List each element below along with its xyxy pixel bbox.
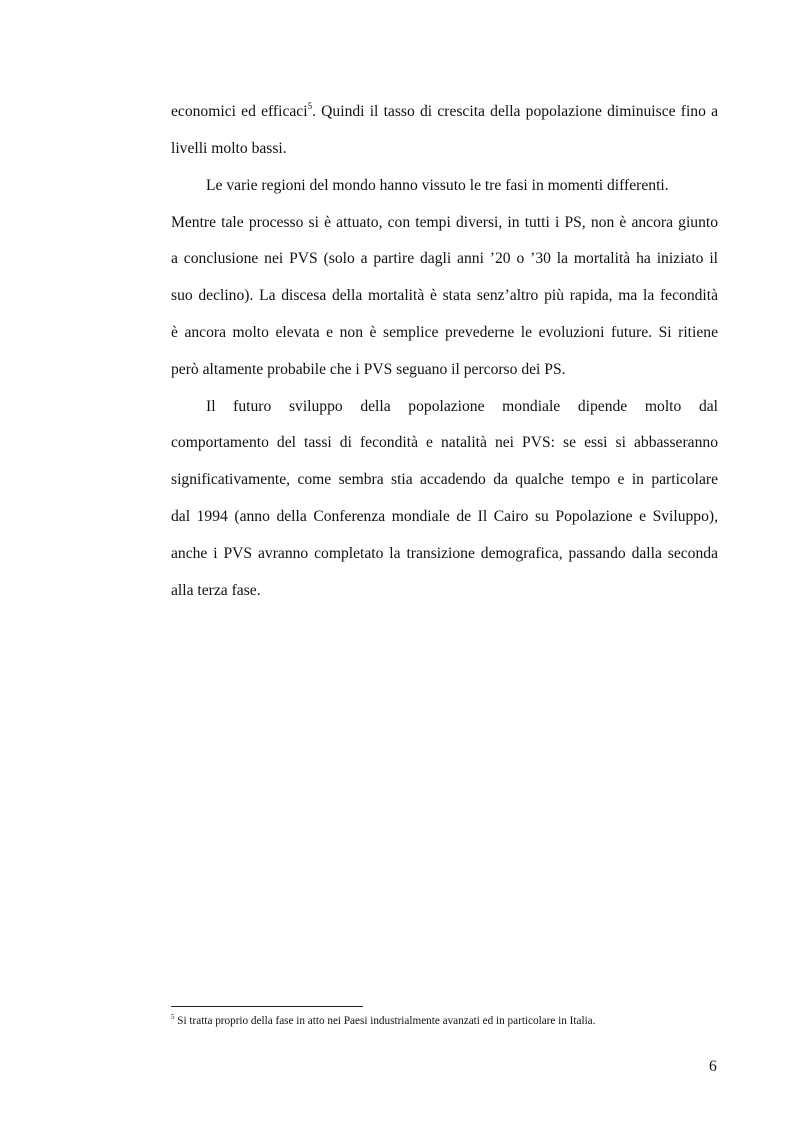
body-line-9: Il futuro sviluppo della popolazione mondiale dipende molto dal xyxy=(206,398,718,415)
body-line-4: Mentre tale processo si è attuato, con tempi diversi, in tutti i PS, non è ancora giunto xyxy=(171,214,718,231)
body-line-6: suo declino). La discesa della mortalità è stata senz’altro più rapida, ma la fecondità xyxy=(171,287,718,304)
body-line-8: però altamente probabile che i PVS seguano il percorso dei PS. xyxy=(171,361,566,378)
page-number: 6 xyxy=(709,1058,717,1075)
body-line-2: livelli molto bassi. xyxy=(171,140,287,157)
body-line-11: significativamente, come sembra stia accadendo da qualche tempo e in particolare xyxy=(171,471,718,488)
body-line-10: comportamento del tassi di fecondità e natalità nei PVS: se essi si abbasseranno xyxy=(171,434,718,451)
body-line-13: anche i PVS avranno completato la transizione demografica, passando dalla seconda xyxy=(171,545,718,562)
body-line-1 xyxy=(171,102,718,122)
body-line-5: a conclusione nei PVS (solo a partire dagli anni ’20 o ’30 la mortalità ha iniziato il xyxy=(171,250,718,267)
footnote-number: 5 xyxy=(171,1013,175,1021)
body-text: economici ed efficaci xyxy=(171,103,308,120)
body-line-14: alla terza fase. xyxy=(171,582,261,599)
body-line-3: Le varie regioni del mondo hanno vissuto le tre fasi in momenti differenti. xyxy=(206,177,669,194)
body-line-7: è ancora molto elevata e non è semplice prevederne le evoluzioni future. Si ritiene xyxy=(171,324,718,341)
body-text: . Quindi il tasso di crescita della popolazione diminuisce fino a xyxy=(312,103,719,120)
footnote-text: Si tratta proprio della fase in atto nei Paesi industrialmente avanzati ed in particolare in Italia. xyxy=(174,1015,596,1027)
footnote xyxy=(171,1014,595,1028)
footnote-separator xyxy=(171,1006,363,1007)
body-line-12: dal 1994 (anno della Conferenza mondiale de Il Cairo su Popolazione e Sviluppo), xyxy=(171,508,718,525)
footnote-ref: 5 xyxy=(307,101,313,111)
